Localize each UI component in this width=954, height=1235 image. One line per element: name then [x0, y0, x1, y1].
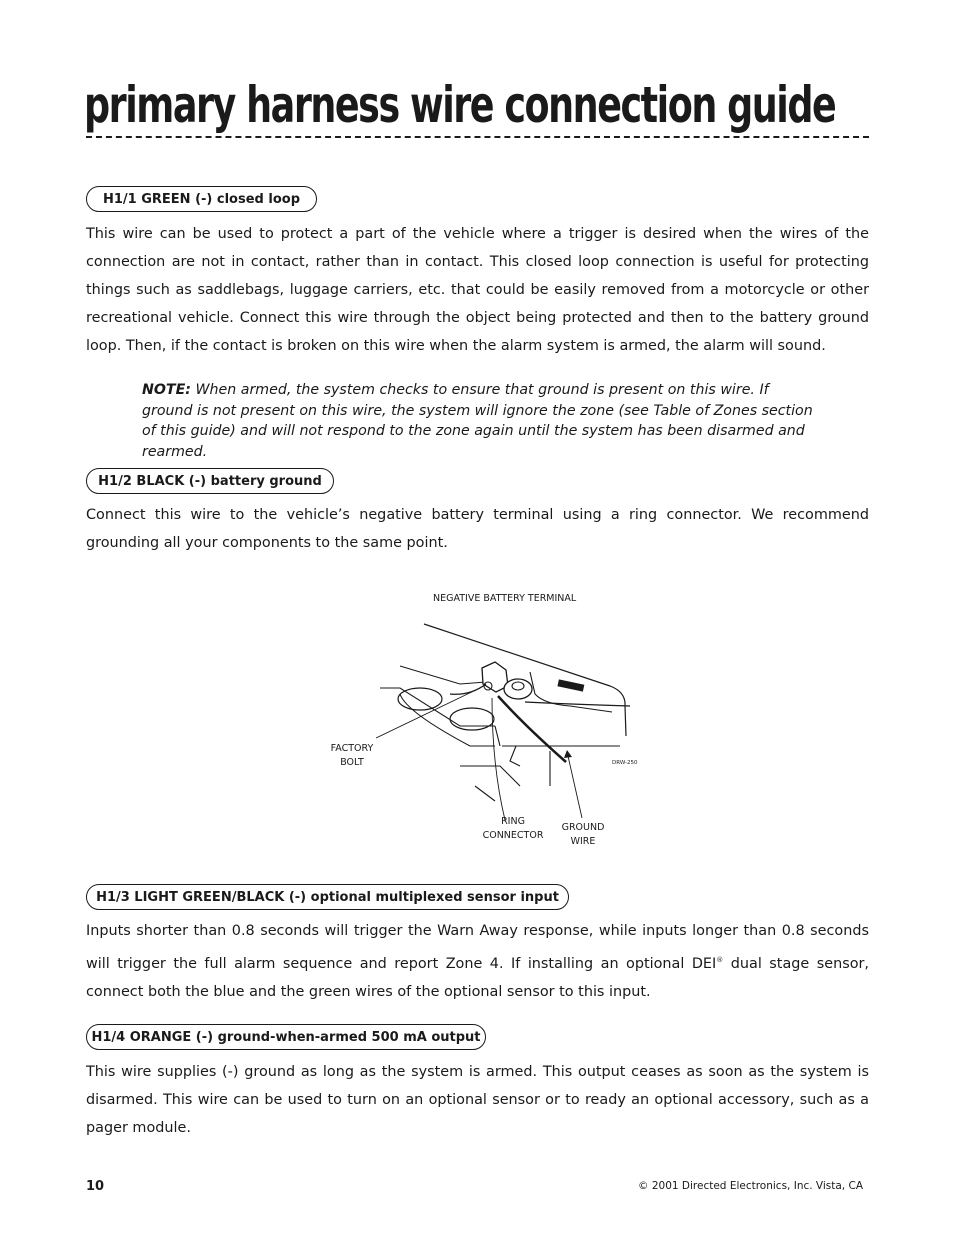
wire-tag-h1-2: H1/2 BLACK (-) battery ground: [86, 468, 334, 494]
page-number: 10: [86, 1179, 105, 1194]
section-h1-3-body: [86, 917, 869, 1006]
wire-tag-h1-4: H1/4 ORANGE (-) ground-when-armed 500 mA output: [86, 1024, 486, 1050]
label-bolt: BOLT: [340, 757, 364, 768]
section-h1-1-body: This wire can be used to protect a part of the vehicle where a trigger is desired when the wires of the connection are not in contact, rather than in contact. This closed loop connection is useful for protecting things such as saddlebags, luggage carriers, etc. that could be easily removed from a motorcycle or other recreational vehicle. Connect this wire through the object being protected and then to the battery ground loop. Then, if the contact is broken on this wire when the alarm system is armed, the alarm will sound.: [86, 226, 869, 354]
note-label: NOTE:: [142, 382, 191, 398]
section-h1-1-note: [142, 380, 822, 462]
label-wire: WIRE: [570, 836, 596, 847]
wire-tag-h1-1: H1/1 GREEN (-) closed loop: [86, 186, 317, 212]
section-h1-3-text-a: Inputs shorter than 0.8 seconds will trigger the Warn Away response, while inputs longer than 0.8 seconds will trigger the full alarm sequence and report Zone 4. If installing an optional DEI: [86, 923, 869, 972]
drawing-code: DRW-250: [612, 760, 638, 766]
copyright-notice: © 2001 Directed Electronics, Inc. Vista, CA: [638, 1180, 863, 1192]
label-connector: CONNECTOR: [482, 830, 544, 841]
registered-mark: ®: [716, 955, 724, 964]
section-h1-4-body: This wire supplies (-) ground as long as the system is armed. This output ceases as soon as the system is disarmed. This wire can be used to turn on an optional sensor or to ready an optional accessory, such as a pager module.: [86, 1064, 869, 1136]
section-h1-2-body: Connect this wire to the vehicle’s negative battery terminal using a ring connector. We recommend grounding all your components to the same point.: [86, 507, 869, 551]
battery-terminal-diagram: [320, 586, 650, 851]
label-ring: RING: [501, 816, 525, 827]
page-title: primary harness wire connection guide: [84, 76, 836, 134]
wire-tag-h1-3: H1/3 LIGHT GREEN/BLACK (-) optional multiplexed sensor input: [86, 884, 569, 910]
label-ground: GROUND: [561, 822, 605, 833]
label-negative-battery-terminal: NEGATIVE BATTERY TERMINAL: [433, 593, 577, 604]
label-factory: FACTORY: [330, 743, 374, 754]
section-h1-3-text-b: dual stage sensor, connect both the blue and the green wires of the optional sensor to this input.: [86, 955, 869, 1000]
note-text: When armed, the system checks to ensure that ground is present on this wire. If ground is not present on this wire, the system will ignore the zone (see Table of Zones section of this guide) and will not respond to the zone again until the system has been disarmed and rearmed.: [142, 382, 813, 460]
title-dashed-rule: [86, 136, 869, 138]
